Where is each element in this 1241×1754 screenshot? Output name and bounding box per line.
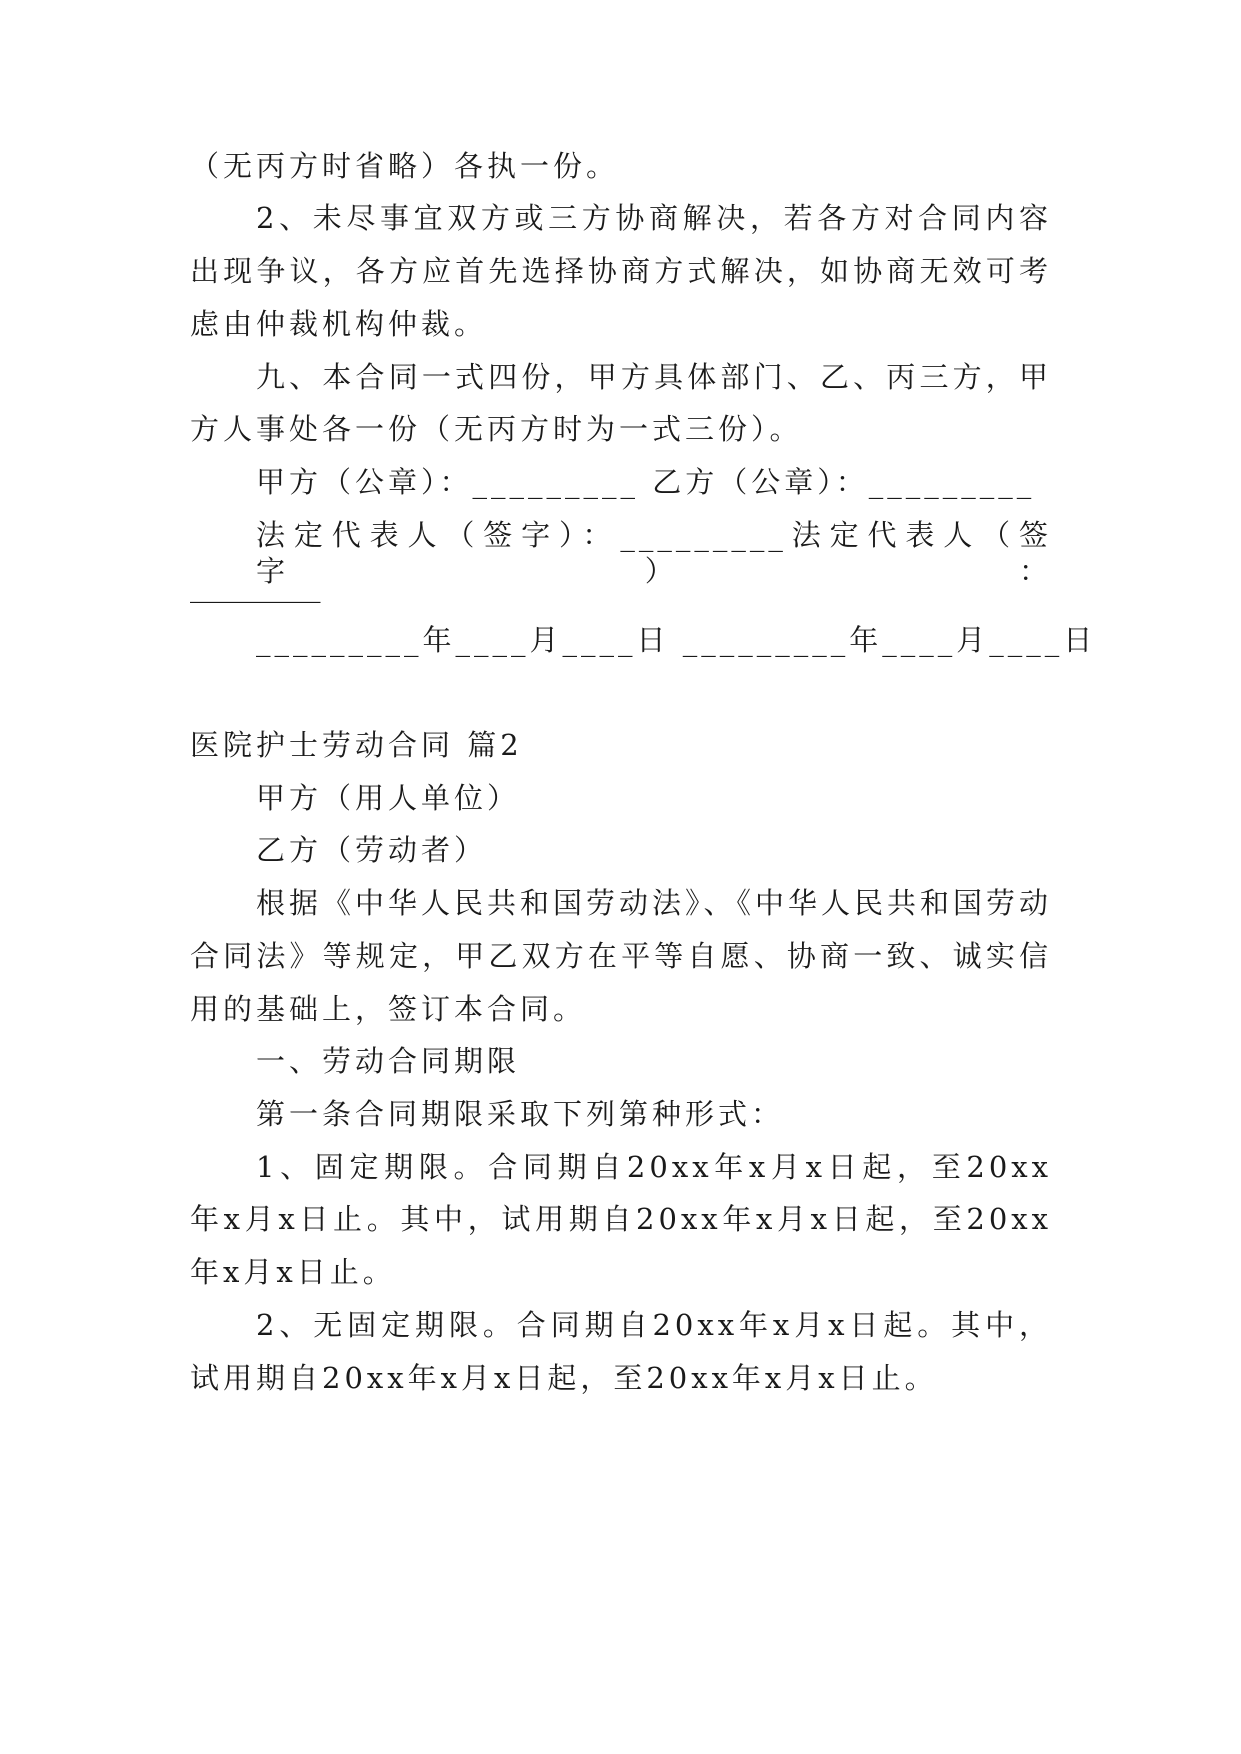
signature-line-seal: 甲方（公章）：_________ 乙方（公章）：_________: [256, 465, 1036, 499]
section-title: 医院护士劳动合同 篇2: [190, 728, 523, 762]
text-line: 年x月x日止。: [190, 1255, 396, 1289]
text-line: 用的基础上，签订本合同。: [190, 992, 587, 1026]
text-line: 试用期自20xx年x月x日起，至20xx年x月x日止。: [190, 1361, 938, 1395]
text-line: 第一条合同期限采取下列第种形式：: [256, 1097, 785, 1131]
text-line: 1、固定期限。合同期自20xx年x月x日起，至20xx: [256, 1150, 1052, 1184]
signature-blank: _________: [190, 569, 321, 603]
text-line: 年x月x日止。其中，试用期自20xx年x月x日起，至20xx: [190, 1202, 1052, 1236]
party-a-label: 甲方（用人单位）: [256, 781, 521, 815]
clause-heading: 一、劳动合同期限: [256, 1044, 521, 1078]
text-line: 方人事处各一份（无丙方时为一式三份）。: [190, 412, 803, 446]
text-line: 合同法》等规定，甲乙双方在平等自愿、协商一致、诚实信: [190, 939, 1052, 973]
text-line: 2、无固定期限。合同期自20xx年x月x日起。其中，: [256, 1308, 1052, 1342]
text-line: 根据《中华人民共和国劳动法》、《中华人民共和国劳动: [256, 886, 1053, 920]
text-line: 九、本合同一式四份，甲方具体部门、乙、丙三方，甲: [256, 360, 1052, 394]
text-line: （无丙方时省略）各执一份。: [190, 149, 620, 183]
text-line: 出现争议，各方应首先选择协商方式解决，如协商无效可考: [190, 254, 1052, 288]
text-line: 2、未尽事宜双方或三方协商解决，若各方对合同内容: [256, 201, 1052, 235]
signature-date-line: _________年____月____日 _________年____月____日: [256, 623, 1097, 657]
text-line: 虑由仲裁机构仲裁。: [190, 307, 488, 341]
signature-line-representative: 法定代表人（签字）：_________法定代表人（签字）：: [256, 518, 1052, 588]
party-b-label: 乙方（劳动者）: [256, 833, 488, 867]
